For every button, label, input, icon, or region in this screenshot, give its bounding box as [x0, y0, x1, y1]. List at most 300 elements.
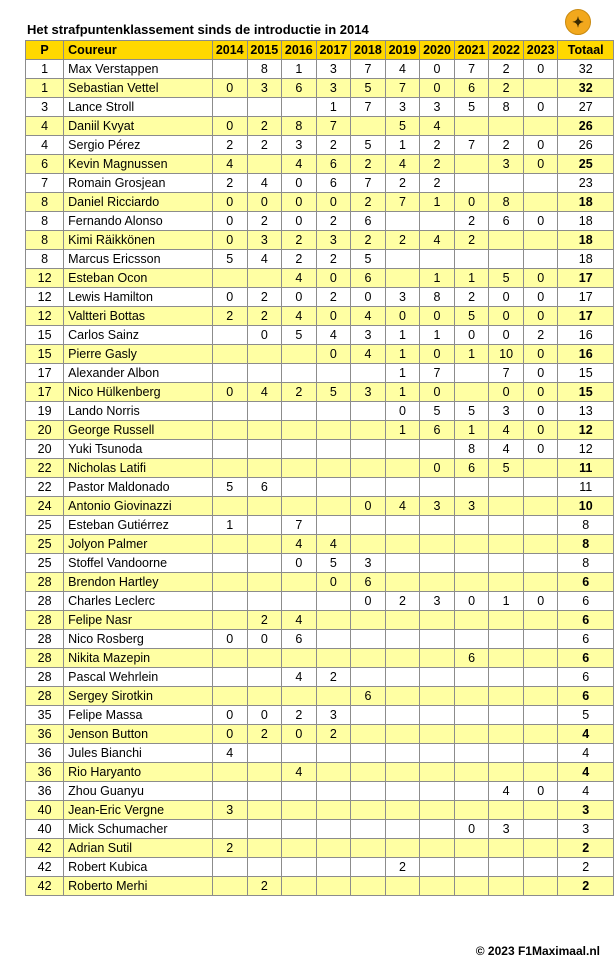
- year-points-cell: 0: [489, 307, 524, 326]
- year-points-cell: [489, 174, 524, 193]
- year-points-cell: [523, 839, 558, 858]
- year-points-cell: 2: [247, 307, 282, 326]
- driver-name-cell: Jules Bianchi: [64, 744, 213, 763]
- year-points-cell: [282, 478, 317, 497]
- year-points-cell: 3: [454, 497, 489, 516]
- column-header: 2023: [523, 41, 558, 60]
- year-points-cell: 0: [212, 212, 247, 231]
- position-cell: 22: [26, 478, 64, 497]
- position-cell: 20: [26, 440, 64, 459]
- page-title: Het strafpuntenklassement sinds de introductie in 2014: [27, 22, 369, 37]
- year-points-cell: 3: [212, 801, 247, 820]
- total-cell: 18: [558, 212, 614, 231]
- table-row: [26, 174, 614, 193]
- year-points-cell: 6: [316, 155, 351, 174]
- table-row: [26, 725, 614, 744]
- year-points-cell: 0: [212, 630, 247, 649]
- position-cell: 28: [26, 668, 64, 687]
- year-points-cell: 5: [316, 554, 351, 573]
- year-points-cell: 2: [212, 307, 247, 326]
- year-points-cell: 2: [420, 174, 455, 193]
- year-points-cell: 5: [420, 402, 455, 421]
- year-points-cell: [385, 630, 420, 649]
- position-cell: 28: [26, 611, 64, 630]
- year-points-cell: 2: [247, 117, 282, 136]
- year-points-cell: 4: [489, 440, 524, 459]
- year-points-cell: [420, 782, 455, 801]
- year-points-cell: 0: [523, 345, 558, 364]
- year-points-cell: [351, 744, 386, 763]
- year-points-cell: 0: [282, 174, 317, 193]
- year-points-cell: [316, 402, 351, 421]
- year-points-cell: [420, 668, 455, 687]
- year-points-cell: 0: [212, 79, 247, 98]
- year-points-cell: 7: [351, 174, 386, 193]
- year-points-cell: [247, 98, 282, 117]
- year-points-cell: [523, 763, 558, 782]
- year-points-cell: 5: [454, 307, 489, 326]
- year-points-cell: [420, 554, 455, 573]
- table-row: [26, 858, 614, 877]
- year-points-cell: 6: [351, 212, 386, 231]
- year-points-cell: 2: [454, 231, 489, 250]
- year-points-cell: [247, 782, 282, 801]
- year-points-cell: 3: [282, 136, 317, 155]
- year-points-cell: 0: [523, 98, 558, 117]
- year-points-cell: [316, 478, 351, 497]
- position-cell: 12: [26, 288, 64, 307]
- position-cell: 6: [26, 155, 64, 174]
- driver-name-cell: Alexander Albon: [64, 364, 213, 383]
- year-points-cell: 5: [212, 478, 247, 497]
- total-cell: 6: [558, 649, 614, 668]
- year-points-cell: [351, 782, 386, 801]
- year-points-cell: [523, 573, 558, 592]
- driver-name-cell: Fernando Alonso: [64, 212, 213, 231]
- table-row: [26, 611, 614, 630]
- total-cell: 17: [558, 307, 614, 326]
- year-points-cell: [489, 725, 524, 744]
- year-points-cell: [316, 497, 351, 516]
- column-header: 2018: [351, 41, 386, 60]
- year-points-cell: [385, 801, 420, 820]
- total-cell: 17: [558, 269, 614, 288]
- column-header: 2014: [212, 41, 247, 60]
- year-points-cell: 2: [351, 231, 386, 250]
- year-points-cell: [385, 478, 420, 497]
- year-points-cell: [351, 725, 386, 744]
- year-points-cell: 4: [385, 155, 420, 174]
- column-header: 2022: [489, 41, 524, 60]
- year-points-cell: 7: [454, 136, 489, 155]
- year-points-cell: [351, 820, 386, 839]
- year-points-cell: [316, 459, 351, 478]
- year-points-cell: 0: [489, 383, 524, 402]
- year-points-cell: [420, 630, 455, 649]
- year-points-cell: [489, 706, 524, 725]
- driver-name-cell: Pierre Gasly: [64, 345, 213, 364]
- year-points-cell: [454, 668, 489, 687]
- year-points-cell: [212, 345, 247, 364]
- driver-name-cell: Felipe Massa: [64, 706, 213, 725]
- year-points-cell: [212, 858, 247, 877]
- table-row: [26, 630, 614, 649]
- column-header: 2021: [454, 41, 489, 60]
- year-points-cell: 2: [282, 250, 317, 269]
- year-points-cell: 0: [212, 193, 247, 212]
- year-points-cell: [316, 421, 351, 440]
- year-points-cell: 4: [282, 269, 317, 288]
- position-cell: 17: [26, 364, 64, 383]
- year-points-cell: [489, 535, 524, 554]
- year-points-cell: 0: [454, 193, 489, 212]
- year-points-cell: [212, 668, 247, 687]
- year-points-cell: 0: [212, 231, 247, 250]
- table-row: [26, 231, 614, 250]
- year-points-cell: 1: [454, 421, 489, 440]
- year-points-cell: 3: [316, 231, 351, 250]
- table-row: [26, 516, 614, 535]
- position-cell: 25: [26, 535, 64, 554]
- driver-name-cell: Max Verstappen: [64, 60, 213, 79]
- position-cell: 24: [26, 497, 64, 516]
- year-points-cell: [247, 592, 282, 611]
- year-points-cell: 4: [282, 611, 317, 630]
- table-row: [26, 326, 614, 345]
- driver-name-cell: Lando Norris: [64, 402, 213, 421]
- year-points-cell: [247, 839, 282, 858]
- year-points-cell: [385, 782, 420, 801]
- position-cell: 15: [26, 326, 64, 345]
- total-cell: 4: [558, 744, 614, 763]
- driver-name-cell: George Russell: [64, 421, 213, 440]
- table-row: [26, 782, 614, 801]
- year-points-cell: 4: [489, 782, 524, 801]
- year-points-cell: [212, 573, 247, 592]
- year-points-cell: [385, 459, 420, 478]
- year-points-cell: [420, 820, 455, 839]
- position-cell: 28: [26, 649, 64, 668]
- year-points-cell: 0: [523, 782, 558, 801]
- year-points-cell: 1: [316, 98, 351, 117]
- year-points-cell: [454, 554, 489, 573]
- year-points-cell: 0: [489, 288, 524, 307]
- year-points-cell: [523, 820, 558, 839]
- total-cell: 16: [558, 326, 614, 345]
- year-points-cell: [212, 440, 247, 459]
- year-points-cell: [385, 554, 420, 573]
- table-row: [26, 440, 614, 459]
- year-points-cell: [420, 573, 455, 592]
- year-points-cell: [316, 630, 351, 649]
- year-points-cell: [351, 630, 386, 649]
- year-points-cell: 3: [351, 554, 386, 573]
- year-points-cell: [351, 611, 386, 630]
- year-points-cell: [523, 877, 558, 896]
- driver-name-cell: Jenson Button: [64, 725, 213, 744]
- year-points-cell: 3: [316, 79, 351, 98]
- year-points-cell: 7: [454, 60, 489, 79]
- driver-name-cell: Jean-Eric Vergne: [64, 801, 213, 820]
- position-cell: 1: [26, 79, 64, 98]
- total-cell: 2: [558, 839, 614, 858]
- total-cell: 3: [558, 801, 614, 820]
- total-cell: 17: [558, 288, 614, 307]
- year-points-cell: [212, 364, 247, 383]
- year-points-cell: [385, 440, 420, 459]
- year-points-cell: 7: [385, 193, 420, 212]
- year-points-cell: 4: [282, 668, 317, 687]
- year-points-cell: [523, 706, 558, 725]
- position-cell: 36: [26, 782, 64, 801]
- table-row: [26, 459, 614, 478]
- year-points-cell: 0: [420, 60, 455, 79]
- driver-name-cell: Nikita Mazepin: [64, 649, 213, 668]
- position-cell: 36: [26, 763, 64, 782]
- year-points-cell: 2: [247, 877, 282, 896]
- year-points-cell: [212, 649, 247, 668]
- year-points-cell: 5: [316, 383, 351, 402]
- year-points-cell: [523, 459, 558, 478]
- year-points-cell: 2: [247, 212, 282, 231]
- year-points-cell: [420, 725, 455, 744]
- driver-name-cell: Zhou Guanyu: [64, 782, 213, 801]
- total-cell: 6: [558, 687, 614, 706]
- position-cell: 25: [26, 516, 64, 535]
- table-row: [26, 288, 614, 307]
- total-cell: 23: [558, 174, 614, 193]
- year-points-cell: [282, 98, 317, 117]
- table-row: [26, 307, 614, 326]
- year-points-cell: [351, 801, 386, 820]
- year-points-cell: 0: [523, 136, 558, 155]
- year-points-cell: 8: [247, 60, 282, 79]
- position-cell: 42: [26, 877, 64, 896]
- year-points-cell: [523, 725, 558, 744]
- year-points-cell: 0: [523, 402, 558, 421]
- year-points-cell: [282, 744, 317, 763]
- year-points-cell: [247, 155, 282, 174]
- year-points-cell: 6: [351, 269, 386, 288]
- year-points-cell: 8: [489, 98, 524, 117]
- year-points-cell: [420, 649, 455, 668]
- year-points-cell: [420, 478, 455, 497]
- year-points-cell: [212, 877, 247, 896]
- table-row: [26, 117, 614, 136]
- year-points-cell: 2: [489, 79, 524, 98]
- year-points-cell: 3: [385, 288, 420, 307]
- driver-name-cell: Kimi Räikkönen: [64, 231, 213, 250]
- position-cell: 20: [26, 421, 64, 440]
- position-cell: 15: [26, 345, 64, 364]
- year-points-cell: 0: [212, 706, 247, 725]
- year-points-cell: 2: [212, 136, 247, 155]
- year-points-cell: 5: [212, 250, 247, 269]
- year-points-cell: 0: [454, 820, 489, 839]
- year-points-cell: 6: [454, 79, 489, 98]
- year-points-cell: 4: [385, 497, 420, 516]
- year-points-cell: [454, 535, 489, 554]
- year-points-cell: [523, 611, 558, 630]
- year-points-cell: [282, 402, 317, 421]
- driver-name-cell: Sergey Sirotkin: [64, 687, 213, 706]
- driver-name-cell: Roberto Merhi: [64, 877, 213, 896]
- position-cell: 28: [26, 592, 64, 611]
- year-points-cell: [351, 478, 386, 497]
- year-points-cell: 0: [212, 725, 247, 744]
- column-header: P: [26, 41, 64, 60]
- year-points-cell: [351, 516, 386, 535]
- table-row: [26, 839, 614, 858]
- year-points-cell: [316, 611, 351, 630]
- year-points-cell: [351, 535, 386, 554]
- year-points-cell: 2: [212, 839, 247, 858]
- year-points-cell: 3: [420, 592, 455, 611]
- year-points-cell: [351, 421, 386, 440]
- year-points-cell: 0: [351, 497, 386, 516]
- year-points-cell: 2: [247, 288, 282, 307]
- year-points-cell: 0: [420, 79, 455, 98]
- year-points-cell: [489, 744, 524, 763]
- year-points-cell: 1: [385, 421, 420, 440]
- table-row: [26, 478, 614, 497]
- year-points-cell: [489, 858, 524, 877]
- total-cell: 8: [558, 535, 614, 554]
- year-points-cell: 2: [282, 706, 317, 725]
- driver-name-cell: Kevin Magnussen: [64, 155, 213, 174]
- year-points-cell: 2: [247, 611, 282, 630]
- year-points-cell: [351, 706, 386, 725]
- year-points-cell: [523, 801, 558, 820]
- year-points-cell: 6: [351, 687, 386, 706]
- year-points-cell: [454, 478, 489, 497]
- position-cell: 42: [26, 839, 64, 858]
- year-points-cell: 0: [316, 307, 351, 326]
- year-points-cell: 4: [247, 250, 282, 269]
- position-cell: 12: [26, 307, 64, 326]
- year-points-cell: [523, 554, 558, 573]
- year-points-cell: [454, 174, 489, 193]
- driver-name-cell: Esteban Gutiérrez: [64, 516, 213, 535]
- year-points-cell: [316, 516, 351, 535]
- year-points-cell: 2: [351, 155, 386, 174]
- position-cell: 19: [26, 402, 64, 421]
- driver-name-cell: Charles Leclerc: [64, 592, 213, 611]
- position-cell: 12: [26, 269, 64, 288]
- year-points-cell: [247, 535, 282, 554]
- year-points-cell: [282, 858, 317, 877]
- year-points-cell: 0: [523, 269, 558, 288]
- position-cell: 4: [26, 117, 64, 136]
- year-points-cell: [247, 687, 282, 706]
- driver-name-cell: Valtteri Bottas: [64, 307, 213, 326]
- table-row: [26, 497, 614, 516]
- driver-name-cell: Pascal Wehrlein: [64, 668, 213, 687]
- year-points-cell: [247, 744, 282, 763]
- column-header: 2016: [282, 41, 317, 60]
- year-points-cell: 8: [282, 117, 317, 136]
- year-points-cell: 0: [523, 155, 558, 174]
- total-cell: 5: [558, 706, 614, 725]
- year-points-cell: [212, 459, 247, 478]
- year-points-cell: [247, 554, 282, 573]
- position-cell: 8: [26, 231, 64, 250]
- table-row: [26, 592, 614, 611]
- year-points-cell: 0: [523, 364, 558, 383]
- year-points-cell: [282, 345, 317, 364]
- column-header: 2019: [385, 41, 420, 60]
- driver-name-cell: Brendon Hartley: [64, 573, 213, 592]
- position-cell: 42: [26, 858, 64, 877]
- position-cell: 28: [26, 630, 64, 649]
- year-points-cell: [351, 649, 386, 668]
- year-points-cell: [316, 858, 351, 877]
- year-points-cell: 4: [212, 744, 247, 763]
- driver-name-cell: Daniil Kvyat: [64, 117, 213, 136]
- year-points-cell: 0: [523, 383, 558, 402]
- position-cell: 3: [26, 98, 64, 117]
- year-points-cell: 0: [420, 307, 455, 326]
- year-points-cell: [523, 744, 558, 763]
- year-points-cell: 1: [212, 516, 247, 535]
- year-points-cell: 0: [247, 706, 282, 725]
- year-points-cell: 0: [454, 326, 489, 345]
- year-points-cell: 0: [489, 326, 524, 345]
- year-points-cell: [454, 858, 489, 877]
- year-points-cell: [454, 250, 489, 269]
- year-points-cell: 4: [212, 155, 247, 174]
- year-points-cell: [316, 782, 351, 801]
- year-points-cell: 6: [454, 459, 489, 478]
- year-points-cell: [247, 269, 282, 288]
- year-points-cell: 3: [385, 98, 420, 117]
- year-points-cell: 4: [420, 117, 455, 136]
- total-cell: 25: [558, 155, 614, 174]
- table-row: [26, 763, 614, 782]
- year-points-cell: [385, 763, 420, 782]
- header-row: [26, 41, 614, 60]
- year-points-cell: [489, 687, 524, 706]
- year-points-cell: 5: [454, 402, 489, 421]
- year-points-cell: 1: [420, 269, 455, 288]
- year-points-cell: [316, 877, 351, 896]
- year-points-cell: [523, 174, 558, 193]
- total-cell: 26: [558, 136, 614, 155]
- year-points-cell: 0: [247, 630, 282, 649]
- table-row: [26, 193, 614, 212]
- total-cell: 10: [558, 497, 614, 516]
- year-points-cell: 2: [282, 231, 317, 250]
- year-points-cell: 1: [385, 364, 420, 383]
- table-row: [26, 687, 614, 706]
- year-points-cell: [282, 421, 317, 440]
- year-points-cell: 6: [351, 573, 386, 592]
- year-points-cell: 2: [385, 174, 420, 193]
- year-points-cell: 0: [523, 307, 558, 326]
- total-cell: 26: [558, 117, 614, 136]
- year-points-cell: 6: [454, 649, 489, 668]
- year-points-cell: 7: [420, 364, 455, 383]
- year-points-cell: 1: [489, 592, 524, 611]
- year-points-cell: [489, 497, 524, 516]
- year-points-cell: [316, 744, 351, 763]
- driver-name-cell: Mick Schumacher: [64, 820, 213, 839]
- table-row: [26, 212, 614, 231]
- position-cell: 7: [26, 174, 64, 193]
- driver-name-cell: Robert Kubica: [64, 858, 213, 877]
- position-cell: 28: [26, 687, 64, 706]
- year-points-cell: [454, 687, 489, 706]
